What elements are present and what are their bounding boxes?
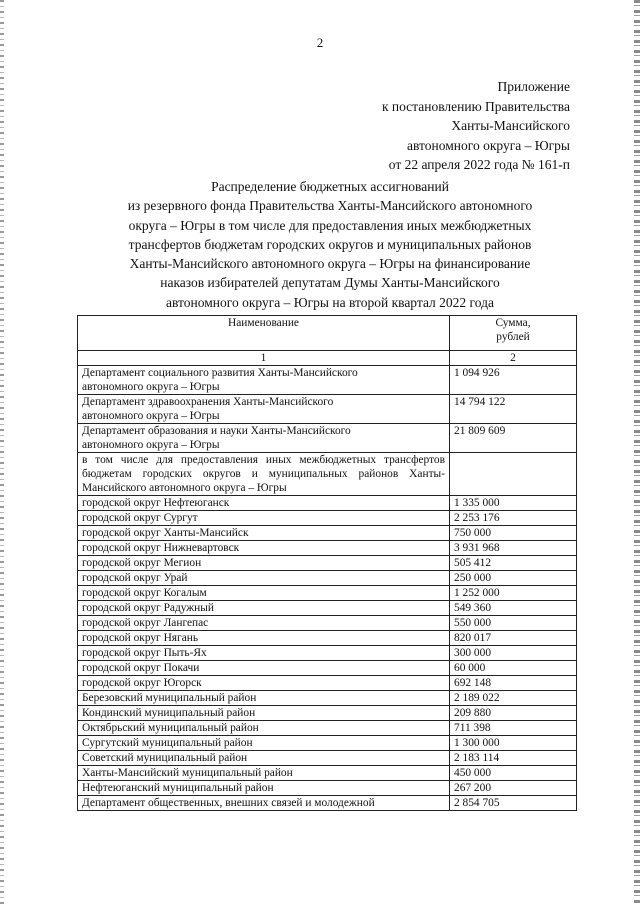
row-name-cell: Департамент образования и науки Ханты-Мансийского автономного округа – Югры bbox=[78, 424, 450, 453]
row-name-cell: Березовский муниципальный район bbox=[78, 691, 450, 706]
row-name-cell: городской округ Нягань bbox=[78, 631, 450, 646]
row-name-cell: городской округ Пыть-Ях bbox=[78, 646, 450, 661]
row-sum-cell: 21 809 609 bbox=[450, 424, 577, 453]
table-row bbox=[78, 781, 577, 796]
scan-edge-left bbox=[0, 0, 4, 905]
appendix-line: к постановлению Правительства bbox=[381, 98, 570, 114]
row-sum-cell: 2 189 022 bbox=[450, 691, 577, 706]
row-sum-cell: 300 000 bbox=[450, 646, 577, 661]
table-row bbox=[78, 601, 577, 616]
table-row bbox=[78, 586, 577, 601]
allocation-table bbox=[77, 315, 577, 811]
scan-edge-right bbox=[634, 0, 640, 905]
table-header-row bbox=[78, 316, 577, 351]
row-name-cell: городской округ Нижневартовск bbox=[78, 541, 450, 556]
row-name-cell: Департамент здравоохранения Ханты-Мансийского автономного округа – Югры bbox=[78, 395, 450, 424]
row-name-cell: городской округ Когалым bbox=[78, 586, 450, 601]
row-sum-cell: 550 000 bbox=[450, 616, 577, 631]
table-row bbox=[78, 541, 577, 556]
header-sum-cell bbox=[450, 316, 577, 351]
row-name-cell: городской округ Покачи bbox=[78, 661, 450, 676]
table-row bbox=[78, 796, 577, 811]
header-sum-label: Сумма, рублей bbox=[495, 317, 531, 343]
row-sum-cell: 3 931 968 bbox=[450, 541, 577, 556]
row-sum-cell: 450 000 bbox=[450, 766, 577, 781]
table-row bbox=[78, 721, 577, 736]
row-sum-cell: 1 252 000 bbox=[450, 586, 577, 601]
header-name-label: Наименование bbox=[228, 317, 299, 329]
row-sum-cell bbox=[450, 453, 577, 496]
table-row bbox=[78, 766, 577, 781]
table-row bbox=[78, 496, 577, 511]
table-row bbox=[78, 646, 577, 661]
table-row bbox=[78, 616, 577, 631]
table-row bbox=[78, 661, 577, 676]
table-row bbox=[78, 736, 577, 751]
row-sum-cell: 692 148 bbox=[450, 676, 577, 691]
row-sum-cell: 2 854 705 bbox=[450, 796, 577, 811]
column-number-row bbox=[78, 351, 577, 366]
column-number-2: 2 bbox=[450, 351, 577, 366]
table-row bbox=[78, 453, 577, 496]
table-row bbox=[78, 691, 577, 706]
row-name-cell: городской округ Радужный bbox=[78, 601, 450, 616]
row-name-cell: городской округ Нефтеюганск bbox=[78, 496, 450, 511]
row-sum-cell: 1 335 000 bbox=[450, 496, 577, 511]
row-name-cell: Департамент социального развития Ханты-Мансийского автономного округа – Югры bbox=[78, 366, 450, 395]
title-line: трансфертов бюджетам городских округов и муниципальных районов bbox=[128, 236, 532, 252]
page-number: 2 bbox=[316, 35, 324, 50]
table-row bbox=[78, 706, 577, 721]
row-name-cell: Октябрьский муниципальный район bbox=[78, 721, 450, 736]
table-row bbox=[78, 751, 577, 766]
appendix-line: от 22 апреля 2022 года № 161-п bbox=[388, 157, 570, 173]
appendix-line: автономного округа – Югры bbox=[407, 137, 570, 153]
row-sum-cell: 750 000 bbox=[450, 526, 577, 541]
row-sum-cell: 209 880 bbox=[450, 706, 577, 721]
row-name-cell: городской округ Урай bbox=[78, 571, 450, 586]
row-name-cell: городской округ Югорск bbox=[78, 676, 450, 691]
title-line: округа – Югры в том числе для предоставления иных межбюджетных bbox=[128, 217, 532, 233]
row-name-cell: городской округ Ханты-Мансийск bbox=[78, 526, 450, 541]
row-sum-cell: 549 360 bbox=[450, 601, 577, 616]
row-sum-cell: 1 300 000 bbox=[450, 736, 577, 751]
table-row bbox=[78, 511, 577, 526]
table-row bbox=[78, 366, 577, 395]
title-line: Ханты-Мансийского автономного округа – Югры на финансирование bbox=[129, 256, 531, 272]
row-sum-cell: 1 094 926 bbox=[450, 366, 577, 395]
row-sum-cell: 711 398 bbox=[450, 721, 577, 736]
row-name-cell: городской округ Лангепас bbox=[78, 616, 450, 631]
row-name-cell: Нефтеюганский муниципальный район bbox=[78, 781, 450, 796]
appendix-line: Приложение bbox=[497, 79, 570, 94]
column-number-1: 1 bbox=[78, 351, 450, 366]
title-line: автономного округа – Югры на второй квартал 2022 года bbox=[166, 294, 494, 310]
table-row bbox=[78, 556, 577, 571]
row-sum-cell: 505 412 bbox=[450, 556, 577, 571]
title-line: Распределение бюджетных ассигнований bbox=[211, 179, 449, 194]
row-name-cell: Департамент общественных, внешних связей и молодежной bbox=[78, 796, 450, 811]
row-name-cell: Кондинский муниципальный район bbox=[78, 706, 450, 721]
row-name-cell: в том числе для предоставления иных межбюджетных трансфертов бюджетам городских округов и муниципальных районов Ханты-Мансийского автономного округа – Югры bbox=[78, 453, 450, 496]
row-sum-cell: 2 253 176 bbox=[450, 511, 577, 526]
row-sum-cell: 60 000 bbox=[450, 661, 577, 676]
row-sum-cell: 14 794 122 bbox=[450, 395, 577, 424]
table-row bbox=[78, 631, 577, 646]
row-name-cell: Ханты-Мансийский муниципальный район bbox=[78, 766, 450, 781]
row-name-cell: городской округ Сургут bbox=[78, 511, 450, 526]
table-row bbox=[78, 571, 577, 586]
document-title bbox=[100, 177, 560, 312]
row-name-cell: городской округ Мегион bbox=[78, 556, 450, 571]
row-sum-cell: 2 183 114 bbox=[450, 751, 577, 766]
row-sum-cell: 820 017 bbox=[450, 631, 577, 646]
row-name-cell: Сургутский муниципальный район bbox=[78, 736, 450, 751]
appendix-block bbox=[250, 77, 570, 175]
table-row bbox=[78, 676, 577, 691]
table-row bbox=[78, 526, 577, 541]
table-row bbox=[78, 395, 577, 424]
row-name-cell: Советский муниципальный район bbox=[78, 751, 450, 766]
table-row bbox=[78, 424, 577, 453]
header-name-cell bbox=[78, 316, 450, 351]
row-sum-cell: 267 200 bbox=[450, 781, 577, 796]
row-sum-cell: 250 000 bbox=[450, 571, 577, 586]
title-line: наказов избирателей депутатам Думы Ханты-Мансийского bbox=[160, 275, 500, 291]
title-line: из резервного фонда Правительства Ханты-Мансийского автономного bbox=[127, 198, 533, 214]
appendix-line: Ханты-Мансийского bbox=[451, 118, 570, 134]
